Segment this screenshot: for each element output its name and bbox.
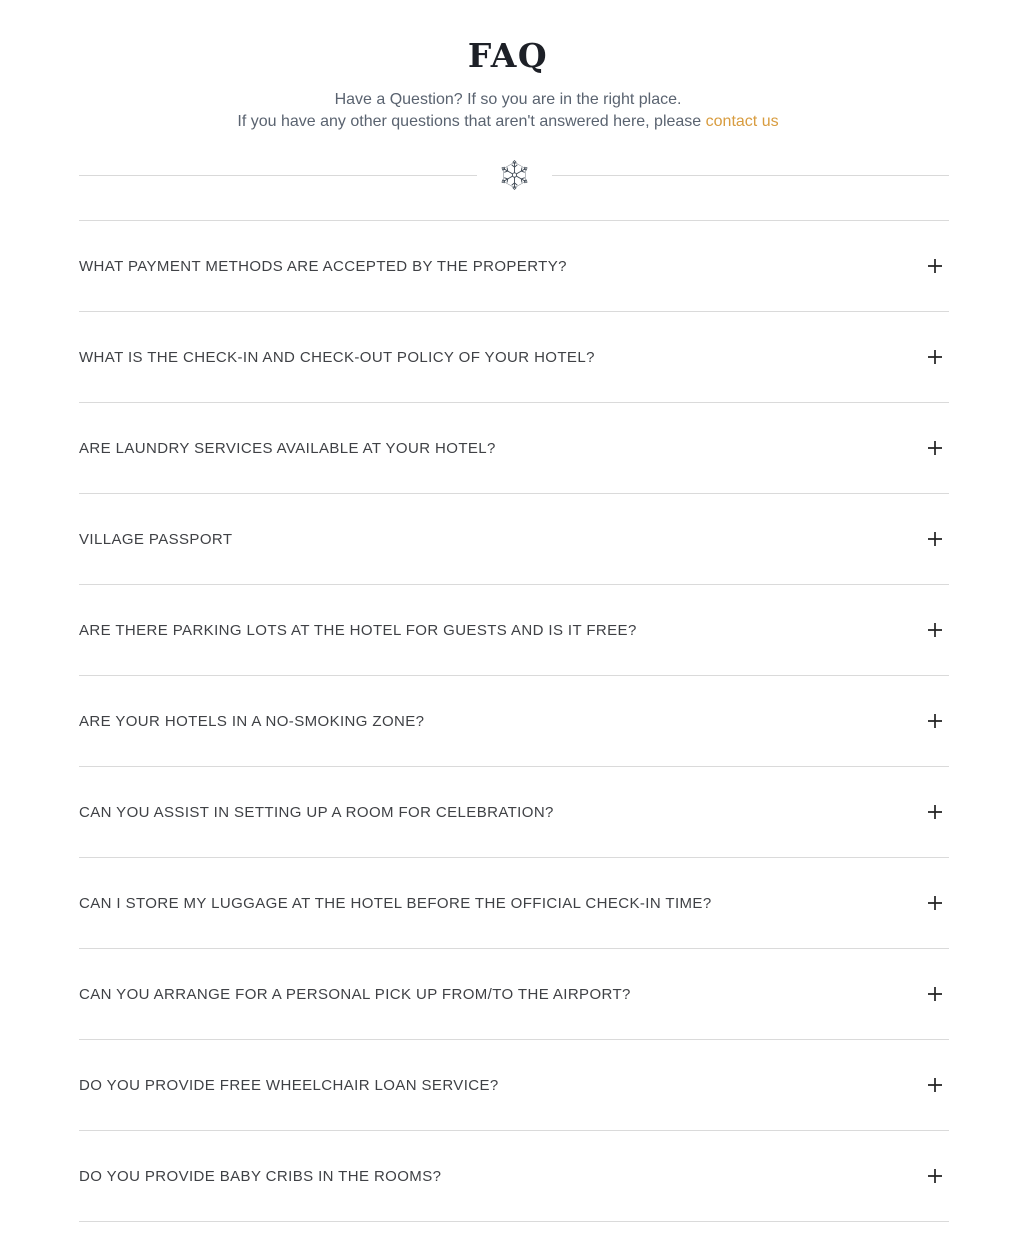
faq-question-label: VILLAGE PASSPORT [79, 530, 233, 548]
faq-question-label: ARE YOUR HOTELS IN A NO-SMOKING ZONE? [79, 712, 425, 730]
divider-line-right [552, 175, 950, 176]
faq-question-label: DO YOU PROVIDE FREE WHEELCHAIR LOAN SERVICE? [79, 1076, 499, 1094]
divider-line-left [79, 175, 477, 176]
faq-question-label: ARE LAUNDRY SERVICES AVAILABLE AT YOUR HOTEL? [79, 439, 496, 457]
faq-question-label: WHAT IS THE CHECK-IN AND CHECK-OUT POLICY OF YOUR HOTEL? [79, 348, 595, 366]
faq-item-payment-methods[interactable] [79, 221, 949, 312]
ornament-divider [79, 157, 949, 193]
subtitle-line-2 [0, 111, 1016, 133]
faq-item-room-celebration[interactable] [79, 767, 949, 858]
snowflake-ornament-icon [498, 157, 531, 193]
plus-icon[interactable] [919, 1168, 949, 1184]
plus-icon[interactable] [919, 258, 949, 274]
plus-icon[interactable] [919, 440, 949, 456]
page-subtitle [0, 89, 1016, 133]
plus-icon[interactable] [919, 804, 949, 820]
faq-item-parking-lots[interactable] [79, 585, 949, 676]
faq-question-label: WHAT PAYMENT METHODS ARE ACCEPTED BY THE PROPERTY? [79, 257, 567, 275]
plus-icon[interactable] [919, 1077, 949, 1093]
faq-content [79, 157, 949, 1222]
faq-header [0, 0, 1016, 133]
plus-icon[interactable] [919, 349, 949, 365]
faq-item-wheelchair-loan[interactable] [79, 1040, 949, 1131]
faq-item-checkin-checkout-policy[interactable] [79, 312, 949, 403]
faq-item-airport-pickup[interactable] [79, 949, 949, 1040]
page-title: FAQ [467, 36, 549, 75]
plus-icon[interactable] [919, 531, 949, 547]
faq-item-baby-cribs[interactable] [79, 1131, 949, 1222]
plus-icon[interactable] [919, 895, 949, 911]
faq-question-label: DO YOU PROVIDE BABY CRIBS IN THE ROOMS? [79, 1167, 442, 1185]
contact-us-link[interactable]: contact us [705, 113, 779, 130]
faq-question-label: CAN YOU ASSIST IN SETTING UP A ROOM FOR CELEBRATION? [79, 803, 554, 821]
faq-item-laundry-services[interactable] [79, 403, 949, 494]
faq-item-luggage-storage[interactable] [79, 858, 949, 949]
plus-icon[interactable] [919, 713, 949, 729]
faq-accordion-list [79, 220, 949, 1222]
faq-item-no-smoking-zone[interactable] [79, 676, 949, 767]
subtitle-line-1: Have a Question? If so you are in the right place. [334, 91, 682, 108]
plus-icon[interactable] [919, 622, 949, 638]
faq-question-label: CAN I STORE MY LUGGAGE AT THE HOTEL BEFORE THE OFFICIAL CHECK-IN TIME? [79, 894, 712, 912]
faq-question-label: ARE THERE PARKING LOTS AT THE HOTEL FOR GUESTS AND IS IT FREE? [79, 621, 637, 639]
faq-question-label: CAN YOU ARRANGE FOR A PERSONAL PICK UP FROM/TO THE AIRPORT? [79, 985, 631, 1003]
faq-item-village-passport[interactable] [79, 494, 949, 585]
subtitle-line-2-text: If you have any other questions that aren't answered here, please [237, 113, 706, 130]
plus-icon[interactable] [919, 986, 949, 1002]
